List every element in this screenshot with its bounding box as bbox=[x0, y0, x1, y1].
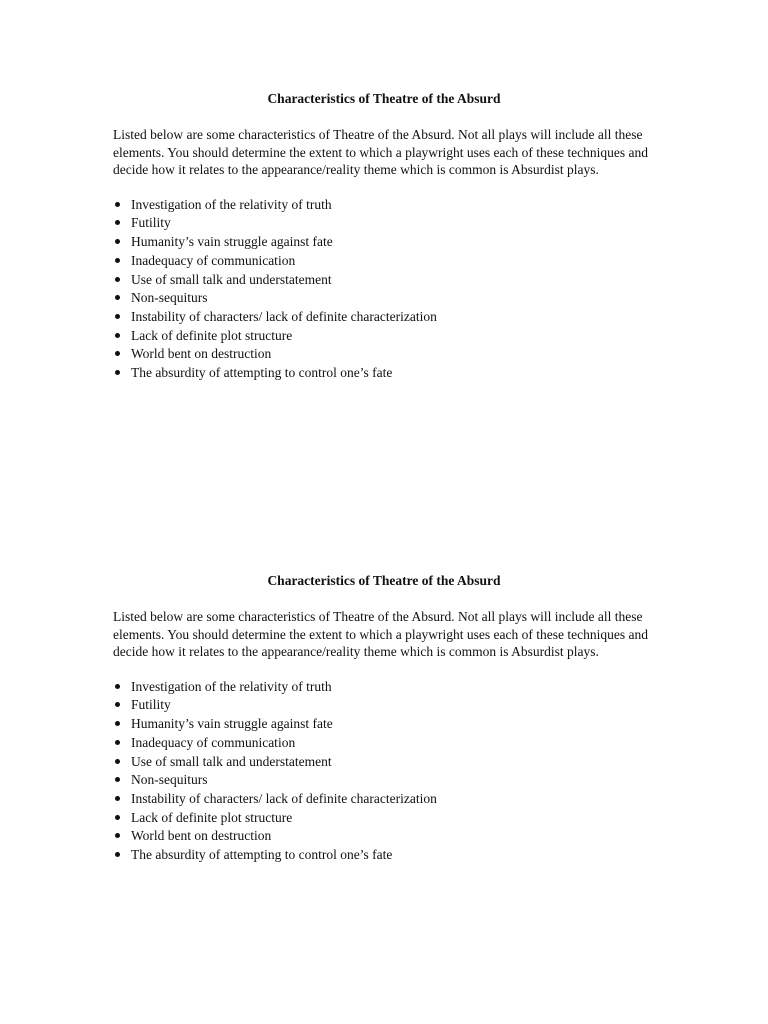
handout-section-1 bbox=[113, 90, 673, 383]
list-item bbox=[113, 233, 673, 252]
list-item-text: World bent on destruction bbox=[131, 346, 272, 362]
section-title: Characteristics of Theatre of the Absurd bbox=[267, 573, 501, 588]
bullet-icon bbox=[115, 684, 120, 689]
list-item-text: Futility bbox=[131, 215, 171, 231]
bullet-icon bbox=[115, 740, 120, 745]
bullet-icon bbox=[115, 702, 120, 707]
list-item-text: The absurdity of attempting to control one’s fate bbox=[131, 847, 393, 863]
list-item bbox=[113, 771, 673, 790]
list-item bbox=[113, 308, 673, 327]
list-item bbox=[113, 809, 673, 828]
list-item bbox=[113, 364, 673, 383]
list-item bbox=[113, 289, 673, 308]
list-item bbox=[113, 196, 673, 215]
list-item-text: Non-sequiturs bbox=[131, 772, 208, 788]
bullet-icon bbox=[115, 759, 120, 764]
list-item bbox=[113, 271, 673, 290]
bullet-icon bbox=[115, 295, 120, 300]
bullet-icon bbox=[115, 351, 120, 356]
characteristics-list bbox=[113, 678, 673, 865]
list-item bbox=[113, 214, 673, 233]
list-item-text: Inadequacy of communication bbox=[131, 734, 296, 750]
bullet-icon bbox=[115, 333, 120, 338]
bullet-icon bbox=[115, 852, 120, 857]
bullet-icon bbox=[115, 258, 120, 263]
bullet-icon bbox=[115, 721, 120, 726]
bullet-icon bbox=[115, 370, 120, 375]
list-item-text: Futility bbox=[131, 697, 171, 713]
list-item-text: Lack of definite plot structure bbox=[131, 809, 293, 825]
list-item bbox=[113, 846, 673, 865]
intro-paragraph: Listed below are some characteristics of Theatre of the Absurd. Not all plays will include all these elements. You should determine the extent to which a playwright uses each of these techniques and decide how it relates to the appearance/reality theme which is common is Absurdist plays. bbox=[113, 609, 648, 660]
list-item bbox=[113, 715, 673, 734]
bullet-icon bbox=[115, 202, 120, 207]
bullet-icon bbox=[115, 277, 120, 282]
bullet-icon bbox=[115, 239, 120, 244]
bullet-icon bbox=[115, 777, 120, 782]
list-item-text: World bent on destruction bbox=[131, 828, 272, 844]
list-item-text: Lack of definite plot structure bbox=[131, 327, 293, 343]
bullet-icon bbox=[115, 833, 120, 838]
bullet-icon bbox=[115, 220, 120, 225]
bullet-icon bbox=[115, 796, 120, 801]
characteristics-list bbox=[113, 196, 673, 383]
list-item-text: Instability of characters/ lack of definite characterization bbox=[131, 791, 437, 806]
section-title: Characteristics of Theatre of the Absurd bbox=[267, 91, 501, 106]
list-item-text: Use of small talk and understatement bbox=[131, 753, 332, 769]
list-item-text: Instability of characters/ lack of definite characterization bbox=[131, 309, 437, 324]
list-item-text: Non-sequiturs bbox=[131, 290, 208, 306]
handout-section-2 bbox=[113, 572, 673, 865]
bullet-icon bbox=[115, 314, 120, 319]
list-item-text: Humanity’s vain struggle against fate bbox=[131, 234, 333, 250]
list-item bbox=[113, 827, 673, 846]
list-item bbox=[113, 790, 673, 809]
list-item bbox=[113, 678, 673, 697]
list-item-text: Humanity’s vain struggle against fate bbox=[131, 716, 333, 732]
bullet-icon bbox=[115, 815, 120, 820]
list-item bbox=[113, 753, 673, 772]
list-item-text: Investigation of the relativity of truth bbox=[131, 196, 332, 212]
intro-paragraph: Listed below are some characteristics of Theatre of the Absurd. Not all plays will include all these elements. You should determine the extent to which a playwright uses each of these techniques and decide how it relates to the appearance/reality theme which is common is Absurdist plays. bbox=[113, 127, 648, 178]
list-item bbox=[113, 734, 673, 753]
list-item bbox=[113, 327, 673, 346]
list-item-text: Use of small talk and understatement bbox=[131, 271, 332, 287]
list-item bbox=[113, 252, 673, 271]
list-item-text: Investigation of the relativity of truth bbox=[131, 678, 332, 694]
list-item bbox=[113, 696, 673, 715]
list-item-text: The absurdity of attempting to control one’s fate bbox=[131, 365, 393, 381]
list-item bbox=[113, 345, 673, 364]
list-item-text: Inadequacy of communication bbox=[131, 252, 296, 268]
